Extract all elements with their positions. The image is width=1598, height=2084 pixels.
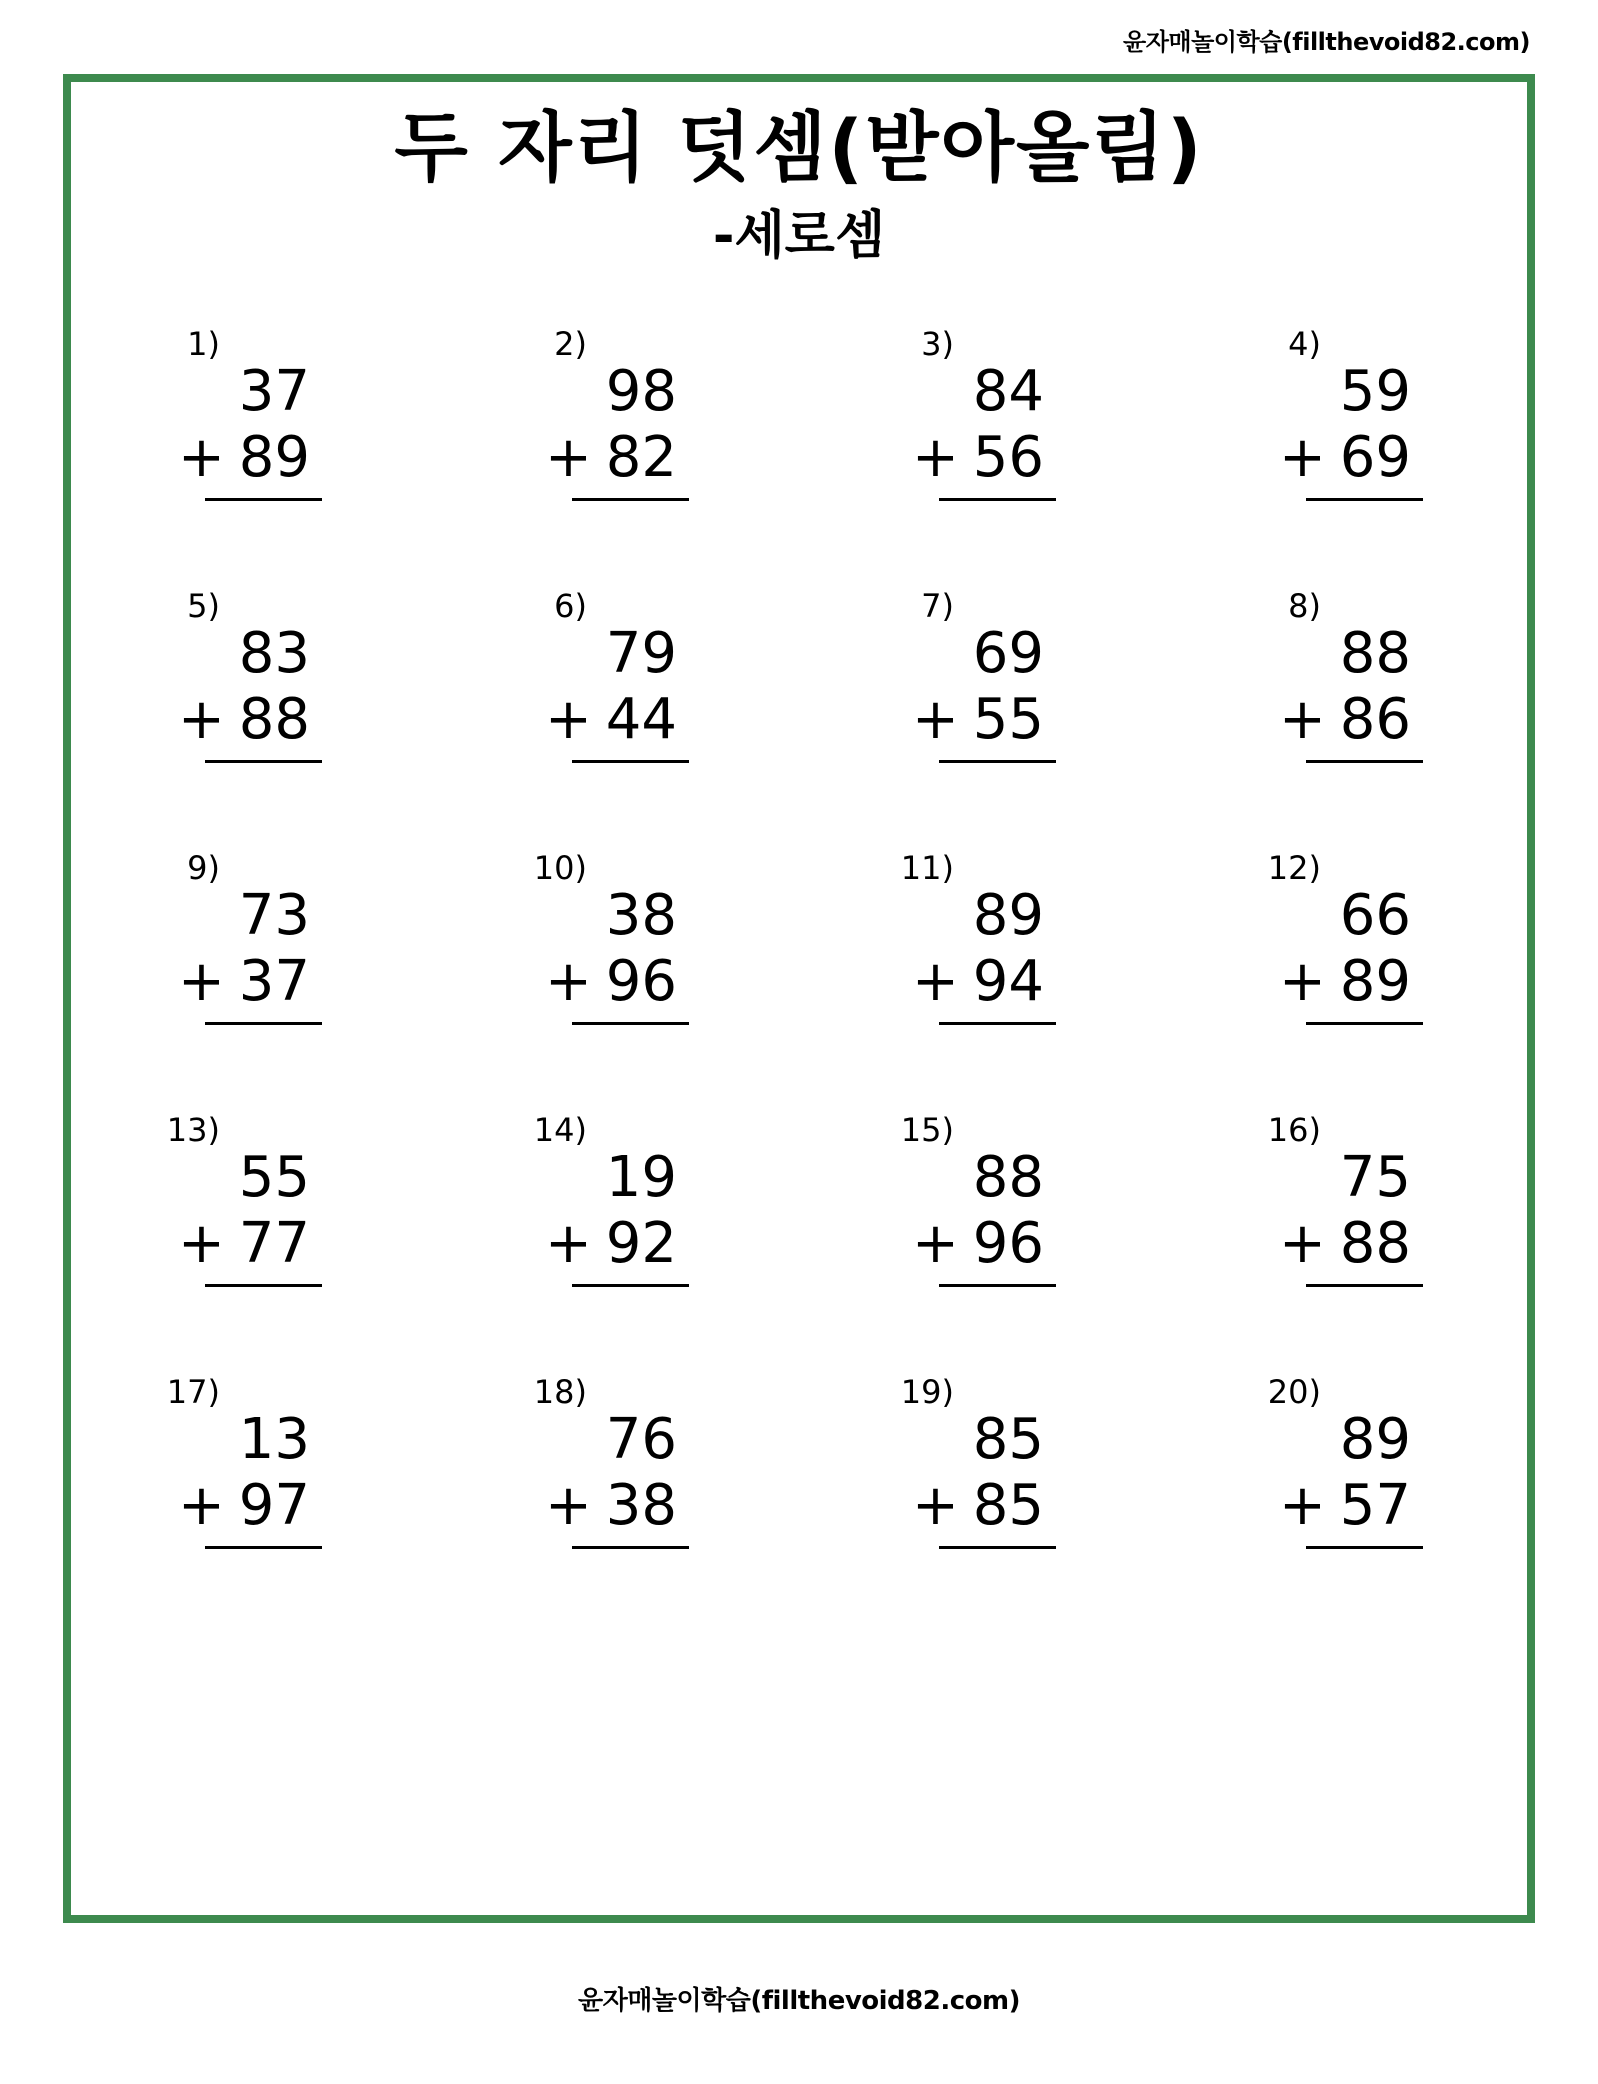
plus-sign: + <box>545 1211 592 1276</box>
addition-problem <box>110 1111 340 1314</box>
plus-sign: + <box>912 949 959 1014</box>
top-addend: 69 <box>972 621 1044 686</box>
top-addend: 55 <box>238 1145 310 1210</box>
plus-sign: + <box>178 949 225 1014</box>
answer-line <box>1306 498 1423 501</box>
plus-sign: + <box>545 1473 592 1538</box>
top-addend: 83 <box>238 621 310 686</box>
worksheet-subtitle: -세로셈 <box>712 206 886 266</box>
answer-line <box>205 498 322 501</box>
bottom-addend: 57 <box>1339 1473 1411 1538</box>
problem-number: 13) <box>166 1111 220 1149</box>
answer-line <box>572 1546 689 1549</box>
top-addend: 84 <box>972 359 1044 424</box>
answer-line <box>572 498 689 501</box>
addition-problem <box>844 325 1074 528</box>
plus-sign: + <box>1279 1473 1326 1538</box>
top-addend: 19 <box>605 1145 677 1210</box>
top-addend: 89 <box>1339 1407 1411 1472</box>
addition-problem <box>477 587 707 790</box>
problem-number: 15) <box>900 1111 954 1149</box>
answer-line <box>1306 760 1423 763</box>
addition-problem <box>844 587 1074 790</box>
top-addend: 89 <box>972 883 1044 948</box>
bottom-addend: 92 <box>605 1211 677 1276</box>
top-addend: 98 <box>605 359 677 424</box>
worksheet-title: 두 자리 덧셈(받아올림) <box>394 103 1204 192</box>
problem-number: 2) <box>554 325 587 363</box>
bottom-addend: 85 <box>972 1473 1044 1538</box>
answer-line <box>939 498 1056 501</box>
plus-sign: + <box>912 1211 959 1276</box>
top-addend: 75 <box>1339 1145 1411 1210</box>
plus-sign: + <box>178 425 225 490</box>
problem-number: 8) <box>1288 587 1321 625</box>
problem-number: 20) <box>1267 1373 1321 1411</box>
answer-line <box>939 1284 1056 1287</box>
bottom-addend: 96 <box>972 1211 1044 1276</box>
plus-sign: + <box>545 687 592 752</box>
answer-line <box>1306 1022 1423 1025</box>
addition-problem <box>1211 587 1441 790</box>
bottom-addend: 69 <box>1339 425 1411 490</box>
answer-line <box>939 1022 1056 1025</box>
addition-problem <box>110 849 340 1052</box>
addition-problem <box>110 1373 340 1576</box>
bottom-addend: 82 <box>605 425 677 490</box>
addition-problem <box>844 1373 1074 1576</box>
addition-problem <box>477 849 707 1052</box>
problem-number: 3) <box>921 325 954 363</box>
plus-sign: + <box>545 425 592 490</box>
bottom-addend: 88 <box>238 687 310 752</box>
answer-line <box>1306 1546 1423 1549</box>
header-credit: 윤자매놀이학습(fillthevoid82.com) <box>1123 28 1530 56</box>
problem-number: 6) <box>554 587 587 625</box>
addition-problem <box>477 1111 707 1314</box>
problem-number: 4) <box>1288 325 1321 363</box>
problem-number: 14) <box>533 1111 587 1149</box>
problem-number: 19) <box>900 1373 954 1411</box>
problem-number: 10) <box>533 849 587 887</box>
plus-sign: + <box>912 687 959 752</box>
top-addend: 37 <box>238 359 310 424</box>
bottom-addend: 89 <box>238 425 310 490</box>
top-addend: 66 <box>1339 883 1411 948</box>
plus-sign: + <box>1279 425 1326 490</box>
top-addend: 73 <box>238 883 310 948</box>
top-addend: 13 <box>238 1407 310 1472</box>
addition-problem <box>1211 849 1441 1052</box>
bottom-addend: 88 <box>1339 1211 1411 1276</box>
top-addend: 79 <box>605 621 677 686</box>
answer-line <box>572 1022 689 1025</box>
problem-number: 5) <box>187 587 220 625</box>
answer-line <box>205 1022 322 1025</box>
top-addend: 59 <box>1339 359 1411 424</box>
plus-sign: + <box>1279 687 1326 752</box>
bottom-addend: 77 <box>238 1211 310 1276</box>
bottom-addend: 96 <box>605 949 677 1014</box>
problem-number: 11) <box>900 849 954 887</box>
addition-problem <box>477 1373 707 1576</box>
problem-number: 7) <box>921 587 954 625</box>
plus-sign: + <box>1279 1211 1326 1276</box>
top-addend: 76 <box>605 1407 677 1472</box>
bottom-addend: 37 <box>238 949 310 1014</box>
bottom-addend: 86 <box>1339 687 1411 752</box>
addition-problem <box>110 587 340 790</box>
footer-credit: 윤자매놀이학습(fillthevoid82.com) <box>578 1986 1020 2016</box>
problem-number: 9) <box>187 849 220 887</box>
addition-problem <box>844 1111 1074 1314</box>
plus-sign: + <box>178 1211 225 1276</box>
bottom-addend: 44 <box>605 687 677 752</box>
plus-sign: + <box>1279 949 1326 1014</box>
problem-number: 17) <box>166 1373 220 1411</box>
answer-line <box>572 1284 689 1287</box>
plus-sign: + <box>178 687 225 752</box>
addition-problem <box>1211 1111 1441 1314</box>
answer-line <box>572 760 689 763</box>
top-addend: 88 <box>972 1145 1044 1210</box>
bottom-addend: 56 <box>972 425 1044 490</box>
answer-line <box>205 1546 322 1549</box>
addition-problem <box>477 325 707 528</box>
answer-line <box>1306 1284 1423 1287</box>
bottom-addend: 94 <box>972 949 1044 1014</box>
bottom-addend: 97 <box>238 1473 310 1538</box>
plus-sign: + <box>545 949 592 1014</box>
top-addend: 88 <box>1339 621 1411 686</box>
problem-number: 16) <box>1267 1111 1321 1149</box>
answer-line <box>205 760 322 763</box>
problem-number: 12) <box>1267 849 1321 887</box>
bottom-addend: 89 <box>1339 949 1411 1014</box>
problem-number: 1) <box>187 325 220 363</box>
top-addend: 85 <box>972 1407 1044 1472</box>
problem-number: 18) <box>533 1373 587 1411</box>
plus-sign: + <box>178 1473 225 1538</box>
answer-line <box>205 1284 322 1287</box>
addition-problem <box>1211 325 1441 528</box>
addition-problem <box>110 325 340 528</box>
bottom-addend: 55 <box>972 687 1044 752</box>
plus-sign: + <box>912 425 959 490</box>
addition-problem <box>844 849 1074 1052</box>
plus-sign: + <box>912 1473 959 1538</box>
bottom-addend: 38 <box>605 1473 677 1538</box>
answer-line <box>939 1546 1056 1549</box>
addition-problem <box>1211 1373 1441 1576</box>
answer-line <box>939 760 1056 763</box>
top-addend: 38 <box>605 883 677 948</box>
